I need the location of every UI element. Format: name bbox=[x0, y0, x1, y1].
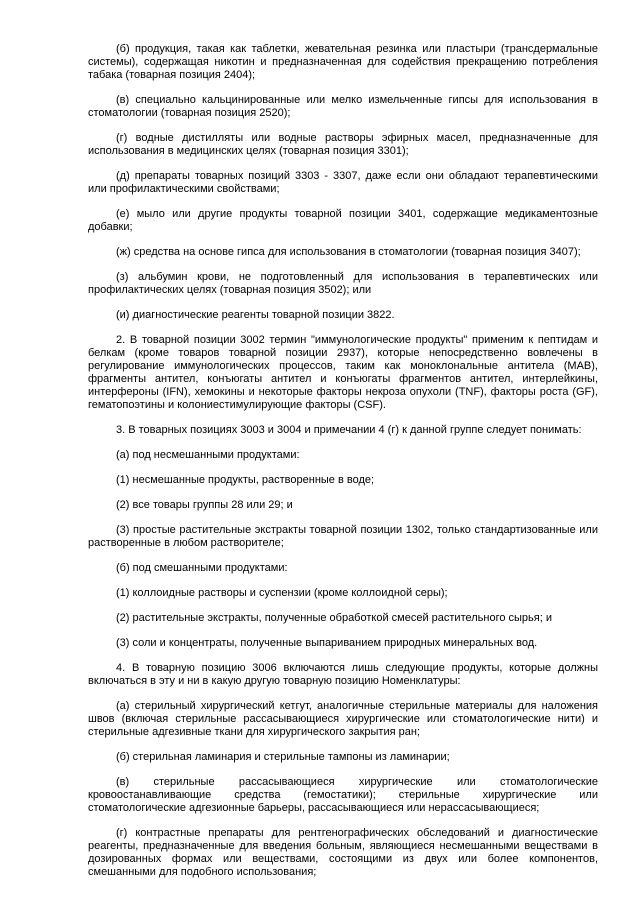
paragraph-note-4-b: (б) стерильная ламинария и стерильные тампоны из ламинарии; bbox=[116, 751, 450, 763]
paragraph-exclusion-b: (б) продукция, такая как таблетки, жевательная резинка или пластыри (трансдермальные системы), содержащая никотин и предназначенная для содействия прекращению потребления табака (товарная позиция 2404); bbox=[88, 43, 598, 81]
paragraph-exclusion-e: (е) мыло или другие продукты товарной позиции 3401, содержащие медикаментозные добавки; bbox=[88, 208, 598, 233]
paragraph-note-3-a-2: (2) все товары группы 28 или 29; и bbox=[116, 499, 293, 511]
paragraph-note-3-b-1: (1) коллоидные растворы и суспензии (кроме коллоидной серы); bbox=[116, 587, 448, 599]
paragraph-note-4-g: (г) контрастные препараты для рентгенографических обследований и диагностические реагенты, предназначенные для введения больным, являющиеся несмешанными веществами в дозированных формах или веществами, состоящими из двух или более компонентов, смешанными для подобного использования; bbox=[88, 827, 598, 878]
paragraph-exclusion-i: (и) диагностические реагенты товарной позиции 3822. bbox=[116, 309, 395, 321]
paragraph-exclusion-v: (в) специально кальцинированные или мелко измельченные гипсы для использования в стоматологии (товарная позиция 2520); bbox=[88, 94, 598, 119]
paragraph-note-4-v: (в) стерильные рассасывающиеся хирургические или стоматологические кровоостанавливающие средства (гемостатики); стерильные хирургические или стоматологические адгезионные барьеры, рассасывающиеся или нерассасывающиеся; bbox=[88, 776, 598, 814]
paragraph-note-3: 3. В товарных позициях 3003 и 3004 и примечании 4 (г) к данной группе следует понимать: bbox=[116, 424, 582, 436]
paragraph-note-4: 4. В товарную позицию 3006 включаются лишь следующие продукты, которые должны включаться в эту и ни в какую другую товарную позицию Номенклатуры: bbox=[88, 662, 598, 687]
paragraph-note-3-b-2: (2) растительные экстракты, полученные обработкой смесей растительного сырья; и bbox=[116, 612, 552, 624]
paragraph-exclusion-g: (г) водные дистилляты или водные растворы эфирных масел, предназначенные для использования в медицинских целях (товарная позиция 3301); bbox=[88, 132, 598, 157]
paragraph-note-3-a-3: (3) простые растительные экстракты товарной позиции 1302, только стандартизованные или растворенные в любом растворителе; bbox=[88, 524, 598, 549]
paragraph-exclusion-d: (д) препараты товарных позиций 3303 - 3307, даже если они обладают терапевтическими или профилактическими свойствами; bbox=[88, 170, 598, 195]
paragraph-note-3-b: (б) под смешанными продуктами: bbox=[116, 562, 288, 574]
paragraph-exclusion-z: (з) альбумин крови, не подготовленный для использования в терапевтических или профилактических целях (товарная позиция 3502); или bbox=[88, 271, 598, 296]
paragraph-note-3-a-1: (1) несмешанные продукты, растворенные в воде; bbox=[116, 474, 375, 486]
paragraph-exclusion-zh: (ж) средства на основе гипса для использования в стоматологии (товарная позиция 3407); bbox=[116, 246, 581, 258]
paragraph-note-3-b-3: (3) соли и концентраты, полученные выпариванием природных минеральных вод. bbox=[116, 637, 538, 649]
paragraph-note-3-a: (а) под несмешанными продуктами: bbox=[116, 449, 300, 461]
paragraph-note-4-a: (а) стерильный хирургический кетгут, аналогичные стерильные материалы для наложения швов (включая стерильные рассасывающиеся хирургические или стоматологические нити) и стерильные адгезивные ткани для хирургического закрытия ран; bbox=[88, 700, 598, 738]
paragraph-note-2: 2. В товарной позиции 3002 термин "иммунологические продукты" применим к пептидам и белкам (кроме товаров товарной позиции 2937), которые непосредственно вовлечены в регулирование иммунологических процессов, таким как моноклональные антитела (MAB), фрагменты антител, конъюгаты антител и конъюгаты фрагментов антител, интерлейкины, интерфероны (IFN), хемокины и некоторые факторы некроза опухоли (TNF), факторы роста (GF), гематопоэтины и колониестимулирующие факторы (CSF). bbox=[88, 334, 598, 411]
